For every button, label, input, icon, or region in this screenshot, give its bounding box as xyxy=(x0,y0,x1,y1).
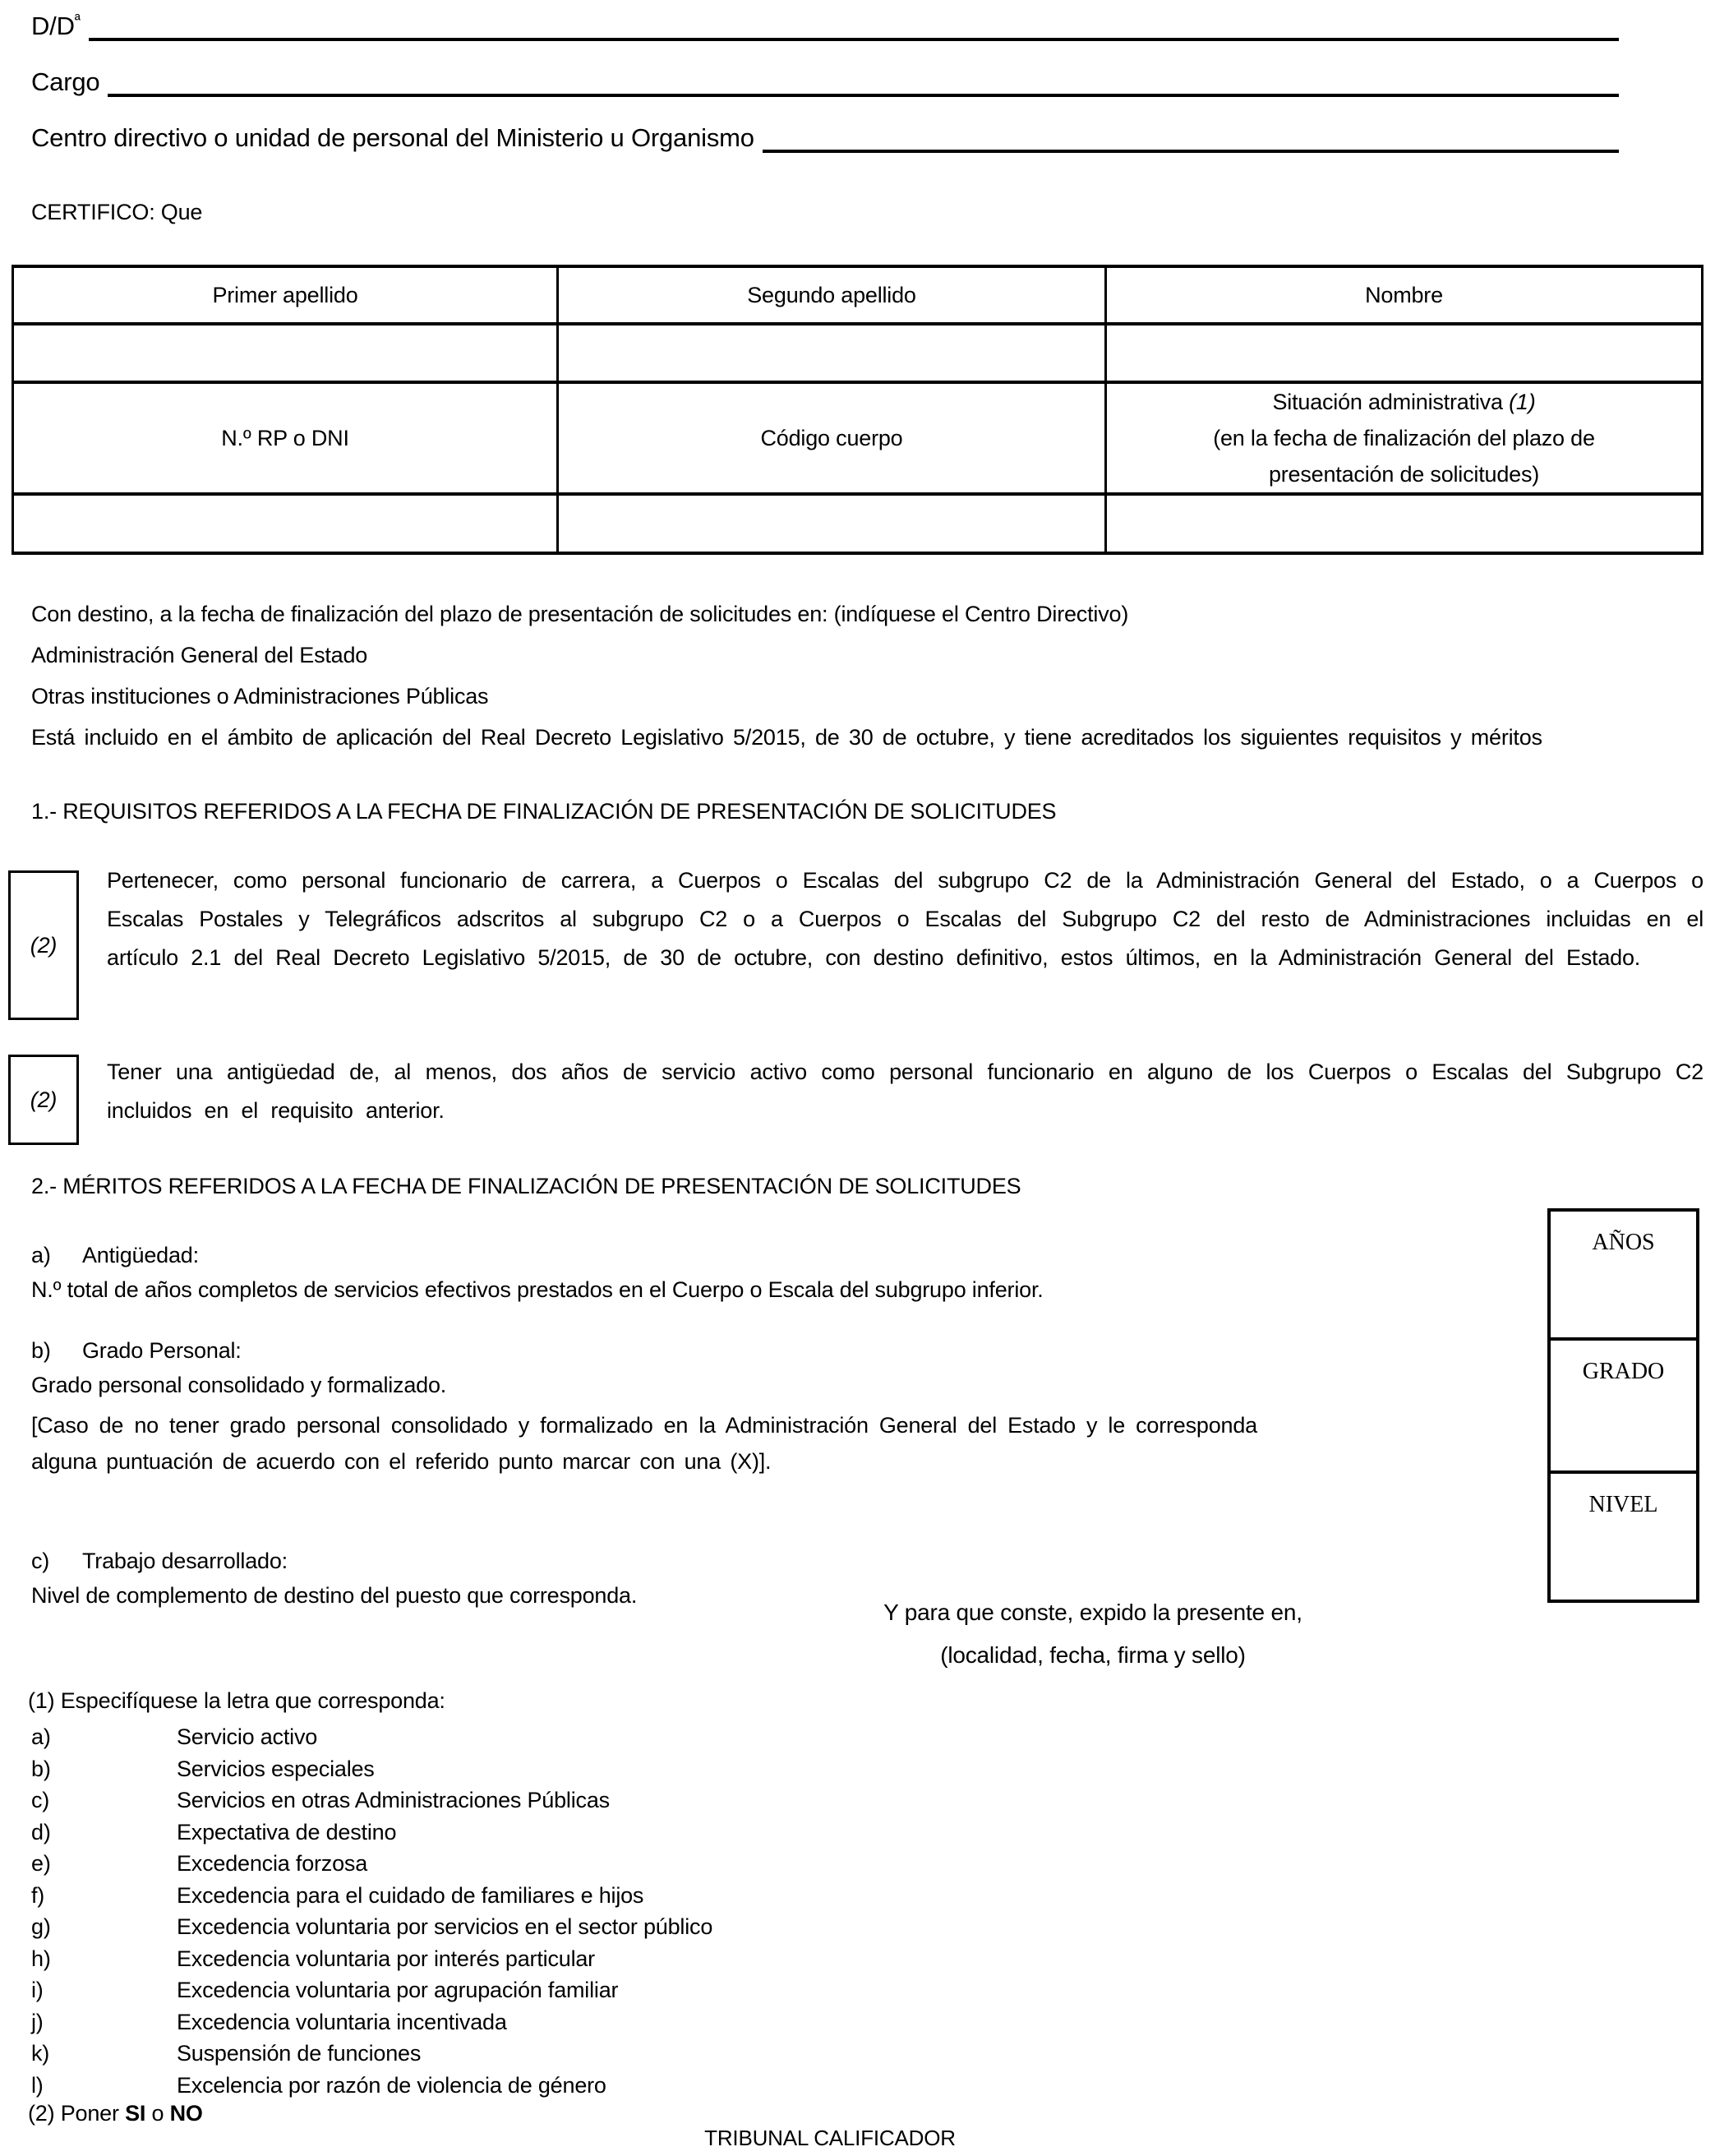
field-centro-directivo-label: Centro directivo o unidad de personal del Ministerio u Organismo xyxy=(31,123,754,152)
applicant-table xyxy=(12,265,1703,555)
footer-tribunal: TRIBUNAL CALIFICADOR xyxy=(704,2126,956,2150)
anos-box[interactable] xyxy=(1547,1208,1699,1337)
destino-block xyxy=(31,593,1703,758)
input-rp-dni[interactable] xyxy=(13,494,558,553)
merit-c-text: Nivel de complemento de destino del puesto que corresponda. xyxy=(31,1583,638,1608)
list-item: g) Excedencia voluntaria por servicios en el sector público xyxy=(31,1914,713,1939)
field-cargo xyxy=(31,62,1619,97)
destino-line2: Administración General del Estado xyxy=(31,643,368,667)
requisito-2-ref: (2) xyxy=(30,1087,58,1112)
situacion-line3: presentación de solicitudes) xyxy=(1268,462,1540,487)
requisito-1-text: Pertenecer, como personal funcionario de carrera, a Cuerpos o Escalas del subgrupo C2 de la Administración General del Estado, o a Cuerpos o Escalas Postales y Telegráficos adscritos al subgrupo C2 o a Cuerpos o Escalas del Subgrupo C2 del resto de Administraciones incluidas en el artículo 2.1 del Real Decreto Legislativo 5/2015, de 30 de octubre, con destino definitivo, estos últimos, en la Administración General del Estado. xyxy=(107,868,1703,970)
field-dda xyxy=(31,7,1619,41)
section2-heading: 2.- MÉRITOS REFERIDOS A LA FECHA DE FINALIZACIÓN DE PRESENTACIÓN DE SOLICITUDES xyxy=(31,1174,1021,1198)
destino-line3: Otras instituciones o Administraciones Públicas xyxy=(31,684,489,709)
section1-heading: 1.- REQUISITOS REFERIDOS A LA FECHA DE FINALIZACIÓN DE PRESENTACIÓN DE SOLICITUDES xyxy=(31,799,1057,824)
requisito-1-checkbox[interactable] xyxy=(8,870,79,1020)
list-item: b) Servicios especiales xyxy=(31,1756,375,1781)
merit-c-title: c) Trabajo desarrollado: xyxy=(31,1549,288,1573)
input-codigo-cuerpo[interactable] xyxy=(558,494,1106,553)
footnote1-list xyxy=(31,1721,712,2101)
input-segundo-apellido[interactable] xyxy=(558,324,1106,382)
si-option: SI xyxy=(125,2101,146,2126)
destino-line4: Está incluido en el ámbito de aplicación del Real Decreto Legislativo 5/2015, de 30 de octubre, y tiene acreditados los siguientes requisitos y méritos xyxy=(31,725,1542,750)
header-rp-dni: N.º RP o DNI xyxy=(13,382,558,494)
certify-heading: CERTIFICO: Que xyxy=(31,200,203,224)
input-situacion-administrativa[interactable] xyxy=(1106,494,1703,553)
input-nombre[interactable] xyxy=(1106,324,1703,382)
requisito-2-checkbox[interactable] xyxy=(8,1055,79,1145)
no-option: NO xyxy=(169,2101,203,2126)
list-item: a) Servicio activo xyxy=(31,1724,318,1749)
requisito-1-ref: (2) xyxy=(30,932,58,958)
list-item: j) Excedencia voluntaria incentivada xyxy=(31,2009,507,2034)
list-item: c) Servicios en otras Administraciones Públicas xyxy=(31,1788,610,1812)
footnote-ref-1-icon: (1) xyxy=(1509,390,1536,414)
closing-line2: (localidad, fecha, firma y sello) xyxy=(940,1642,1246,1668)
header-situacion-administrativa xyxy=(1106,382,1703,494)
footnote2: (2) Poner SI o NO xyxy=(28,2101,203,2126)
closing-line1: Y para que conste, expido la presente en, xyxy=(883,1600,1302,1625)
merit-a-text: N.º total de años completos de servicios efectivos prestados en el Cuerpo o Escala del subgrupo inferior. xyxy=(31,1277,1044,1302)
merit-a-title: a) Antigüedad: xyxy=(31,1243,199,1267)
field-centro-directivo-input[interactable] xyxy=(763,118,1619,153)
header-segundo-apellido: Segundo apellido xyxy=(558,266,1106,324)
closing-block xyxy=(682,1591,1504,1677)
field-centro-directivo xyxy=(31,118,1619,153)
list-item: e) Excedencia forzosa xyxy=(31,1851,368,1876)
field-cargo-input[interactable] xyxy=(108,62,1619,97)
field-dda-label: $D/D^ª$ xyxy=(31,12,81,40)
merit-c-letter: c) xyxy=(31,1549,50,1573)
anos-box-label: AÑOS xyxy=(1592,1230,1655,1255)
grado-box-label: GRADO xyxy=(1582,1359,1665,1384)
destino-line1: Con destino, a la fecha de finalización del plazo de presentación de solicitudes en: (indíquese el Centro Directivo) xyxy=(31,602,1129,626)
list-item: k) Suspensión de funciones xyxy=(31,2041,422,2066)
list-item: l) Excelencia por razón de violencia de género xyxy=(31,2072,606,2098)
nivel-box-label: NIVEL xyxy=(1588,1492,1658,1517)
merit-b-text1: Grado personal consolidado y formalizado. xyxy=(31,1373,447,1397)
list-item: h) Excedencia voluntaria por interés particular xyxy=(31,1946,595,1971)
merit-b-title: b) Grado Personal: xyxy=(31,1338,242,1363)
situacion-line1: Situación administrativa (1) xyxy=(1272,390,1536,414)
list-item: d) Expectativa de destino xyxy=(31,1819,397,1844)
score-boxes xyxy=(1547,1208,1699,1603)
list-item: i) Excedencia voluntaria por agrupación familiar xyxy=(31,1978,619,2002)
header-primer-apellido: Primer apellido xyxy=(13,266,558,324)
header-nombre: Nombre xyxy=(1106,266,1703,324)
nivel-box[interactable] xyxy=(1547,1470,1699,1603)
situacion-line2: (en la fecha de finalización del plazo de xyxy=(1213,426,1595,450)
input-primer-apellido[interactable] xyxy=(13,324,558,382)
header-codigo-cuerpo: Código cuerpo xyxy=(558,382,1106,494)
requisito-2-text: Tener una antigüedad de, al menos, dos años de servicio activo como personal funcionario en alguno de los Cuerpos o Escalas del Subgrupo C2 incluidos en el requisito anterior. xyxy=(107,1060,1703,1123)
field-dda-input[interactable] xyxy=(89,7,1619,41)
merit-b-text2: [Caso de no tener grado personal consolidado y formalizado en la Administración General del Estado y le corresponda alguna puntuación de acuerdo con el referido punto marcar con una (X)]. xyxy=(31,1413,1257,1474)
field-cargo-label: Cargo xyxy=(31,67,100,96)
ordinal-a: ª xyxy=(74,12,81,30)
merit-b-letter: b) xyxy=(31,1338,51,1363)
grado-box[interactable] xyxy=(1547,1337,1699,1470)
list-item: f) Excedencia para el cuidado de familiares e hijos xyxy=(31,1882,644,1908)
merit-a-letter: a) xyxy=(31,1243,51,1267)
footnote1-intro: (1) Especifíquese la letra que corresponda: xyxy=(28,1688,445,1713)
